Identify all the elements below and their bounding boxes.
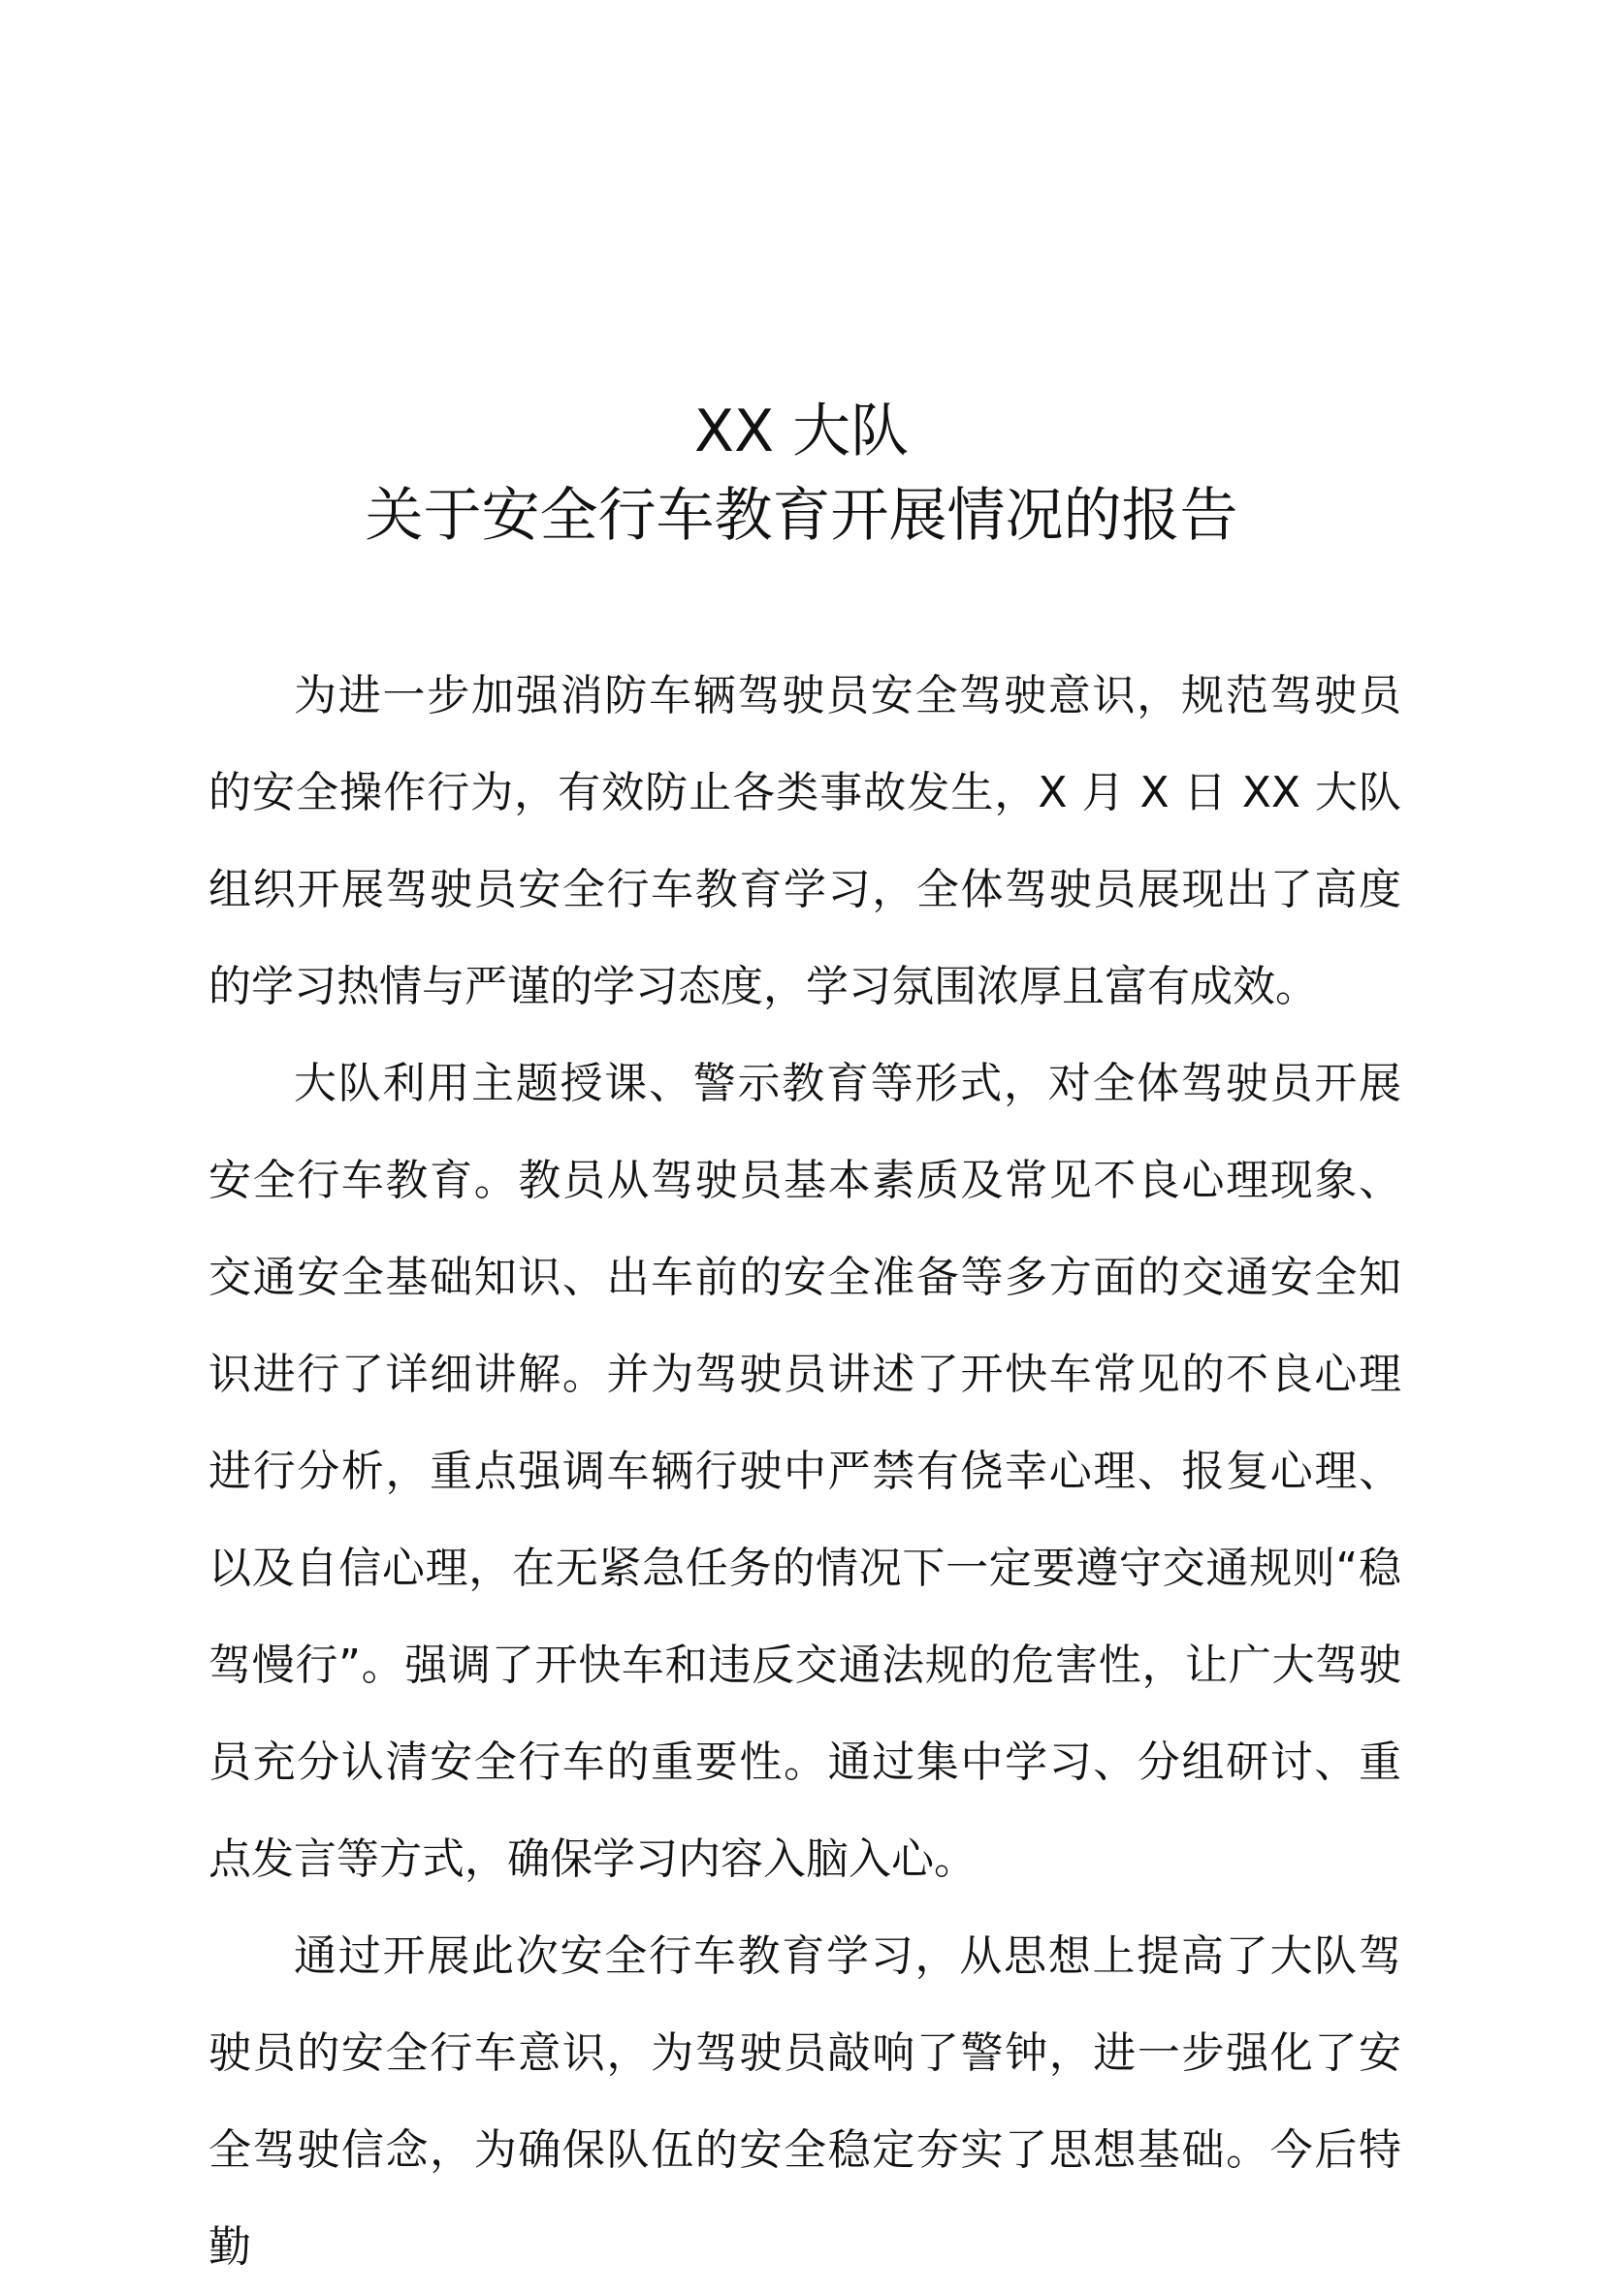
paragraph-intro: 为进一步加强消防车辆驾驶员安全驾驶意识，规范驾驶员的安全操作行为，有效防止各类事故发生，X 月 X 日 XX 大队组织开展驾驶员安全行车教育学习，全体驾驶员展现出了高度的学习热情与严谨的学习态度，学习氛围浓厚且富有成效。	[208, 671, 1401, 1011]
title-unit-name: XX 大队	[693, 398, 910, 465]
title-report-subject: 关于安全行车教育开展情况的报告	[365, 482, 1238, 550]
paragraph-outcome: 通过开展此次安全行车教育学习，从思想上提高了大队驾驶员的安全行车意识，为驾驶员敲响了警钟，进一步强化了安全驾驶信念，为确保队伍的安全稳定夯实了思想基础。今后特勤	[208, 1931, 1401, 2272]
document-body	[208, 648, 1401, 2296]
paragraph-education-content: 大队利用主题授课、警示教育等形式，对全体驾驶员开展安全行车教育。教员从驾驶员基本素质及常见不良心理现象、交通安全基础知识、出车前的安全准备等多方面的交通安全知识进行了详细讲解。并为驾驶员讲述了开快车常见的不良心理进行分析，重点强调车辆行驶中严禁有侥幸心理、报复心理、以及自信心理，在无紧急任务的情况下一定要遵守交通规则“稳驾慢行”。强调了开快车和违反交通法规的危害性，让广大驾驶员充分认清安全行车的重要性。通过集中学习、分组研讨、重点发言等方式，确保学习内容入脑入心。	[208, 1059, 1401, 1884]
document-title	[0, 393, 1603, 559]
